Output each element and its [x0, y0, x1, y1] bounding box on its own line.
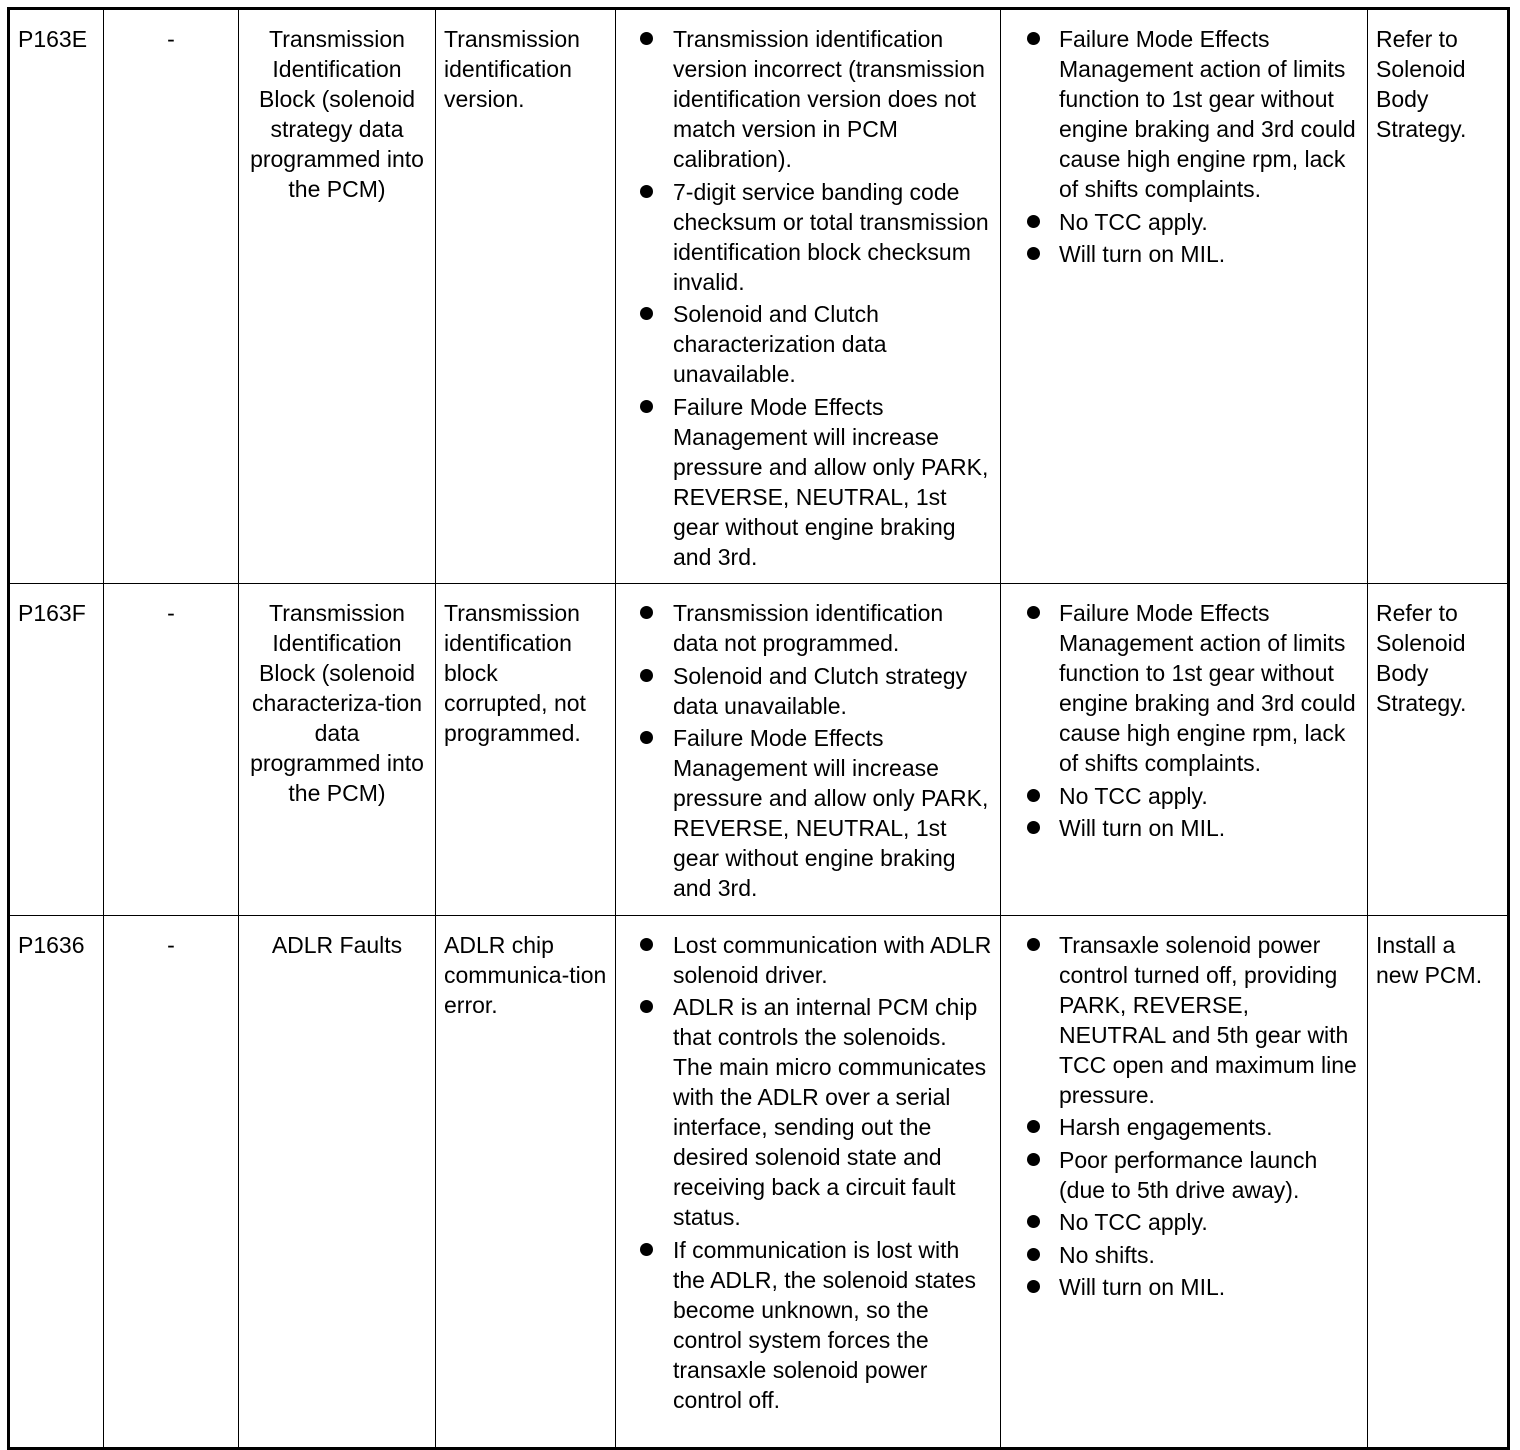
- dtc-description-cell: Transmission identification version.: [436, 9, 616, 584]
- conditions-list: [624, 598, 992, 903]
- list-item: Transmission identification version incorrect (transmission identification version does not match version in PCM calibration).: [624, 24, 992, 174]
- dtc-description-cell: ADLR chip communica-tion error.: [436, 915, 616, 1448]
- list-item: Will turn on MIL.: [1009, 813, 1359, 843]
- conditions-list: [624, 930, 992, 1415]
- list-item: Transmission identification data not programmed.: [624, 598, 992, 658]
- dtc-conditions-cell: [616, 9, 1001, 584]
- dtc-dash-cell: -: [104, 9, 239, 584]
- table-row: [9, 915, 1509, 1448]
- table-row: [9, 584, 1509, 916]
- dtc-service-cell: Install a new PCM.: [1368, 915, 1509, 1448]
- list-item: Failure Mode Effects Management will increase pressure and allow only PARK, REVERSE, NEUTRAL, 1st gear without engine braking and 3rd.: [624, 723, 992, 903]
- actions-list: [1009, 598, 1359, 843]
- list-item: No shifts.: [1009, 1240, 1359, 1270]
- list-item: Solenoid and Clutch characterization data unavailable.: [624, 299, 992, 389]
- list-item: No TCC apply.: [1009, 207, 1359, 237]
- list-item: Poor performance launch (due to 5th drive away).: [1009, 1145, 1359, 1205]
- list-item: Failure Mode Effects Management action of limits function to 1st gear without engine braking and 3rd could cause high engine rpm, lack of shifts complaints.: [1009, 24, 1359, 204]
- list-item: 7-digit service banding code checksum or total transmission identification block checksum invalid.: [624, 177, 992, 297]
- dtc-actions-cell: [1001, 9, 1368, 584]
- dtc-conditions-cell: [616, 915, 1001, 1448]
- dtc-dash-cell: -: [104, 915, 239, 1448]
- dtc-name-cell: ADLR Faults: [239, 915, 436, 1448]
- list-item: ADLR is an internal PCM chip that controls the solenoids. The main micro communicates with the ADLR over a serial interface, sending out the desired solenoid state and receiving back a circuit fault status.: [624, 992, 992, 1232]
- dtc-table: [7, 7, 1510, 1450]
- list-item: Solenoid and Clutch strategy data unavailable.: [624, 661, 992, 721]
- dtc-table-body: [9, 9, 1509, 1449]
- dtc-code-cell: P1636: [9, 915, 104, 1448]
- table-row: [9, 9, 1509, 584]
- actions-list: [1009, 930, 1359, 1303]
- list-item: Harsh engagements.: [1009, 1112, 1359, 1142]
- list-item: Lost communication with ADLR solenoid driver.: [624, 930, 992, 990]
- list-item: Failure Mode Effects Management action of limits function to 1st gear without engine braking and 3rd could cause high engine rpm, lack of shifts complaints.: [1009, 598, 1359, 778]
- dtc-name-cell: Transmission Identification Block (solenoid strategy data programmed into the PCM): [239, 9, 436, 584]
- dtc-code-cell: P163E: [9, 9, 104, 584]
- dtc-actions-cell: [1001, 915, 1368, 1448]
- list-item: No TCC apply.: [1009, 781, 1359, 811]
- list-item: Transaxle solenoid power control turned off, providing PARK, REVERSE, NEUTRAL and 5th gear with TCC open and maximum line pressure.: [1009, 930, 1359, 1110]
- dtc-service-cell: Refer to Solenoid Body Strategy.: [1368, 584, 1509, 916]
- dtc-name-cell: Transmission Identification Block (solenoid characteriza-tion data programmed into the PCM): [239, 584, 436, 916]
- dtc-dash-cell: -: [104, 584, 239, 916]
- list-item: Will turn on MIL.: [1009, 239, 1359, 269]
- dtc-service-cell: Refer to Solenoid Body Strategy.: [1368, 9, 1509, 584]
- list-item: Will turn on MIL.: [1009, 1272, 1359, 1302]
- dtc-description-cell: Transmission identification block corrupted, not programmed.: [436, 584, 616, 916]
- list-item: No TCC apply.: [1009, 1207, 1359, 1237]
- dtc-conditions-cell: [616, 584, 1001, 916]
- list-item: Failure Mode Effects Management will increase pressure and allow only PARK, REVERSE, NEUTRAL, 1st gear without engine braking and 3rd.: [624, 392, 992, 572]
- dtc-actions-cell: [1001, 584, 1368, 916]
- dtc-code-cell: P163F: [9, 584, 104, 916]
- list-item: If communication is lost with the ADLR, the solenoid states become unknown, so the control system forces the transaxle solenoid power control off.: [624, 1235, 992, 1415]
- conditions-list: [624, 24, 992, 572]
- actions-list: [1009, 24, 1359, 269]
